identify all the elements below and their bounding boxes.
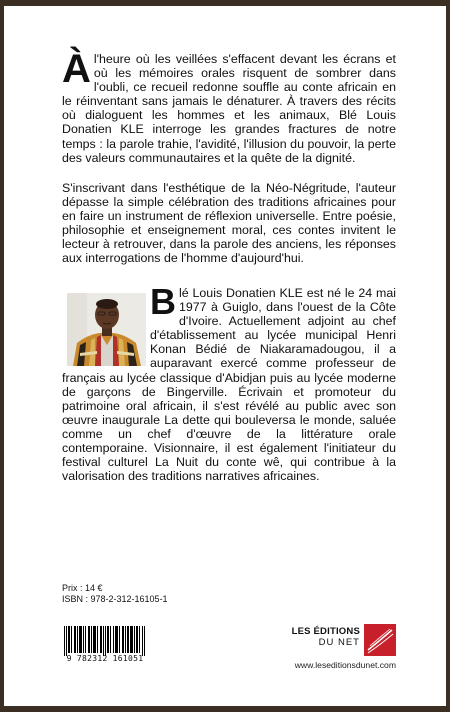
publisher-emblem-icon bbox=[364, 624, 396, 656]
isbn-barcode bbox=[62, 625, 148, 664]
author-bio-section bbox=[62, 281, 396, 484]
intro-paragraph-2: S'inscrivant dans l'esthétique de la Néo-Négritude, l'auteur dépasse la simple célébration des traditions africaines pour en faire un instrument de réflexion universelle. Entre poésie, philosophie et enseignement moral, ces contes invitent le lecteur à retrouver, dans la parole des anciens, les réponses aux interrogations de l'homme d'aujourd'hui. bbox=[62, 181, 396, 266]
publisher-name bbox=[280, 626, 360, 648]
publisher-website: www.leseditionsdunet.com bbox=[294, 660, 396, 670]
bio-dropcap: B bbox=[150, 281, 176, 322]
publisher-name-line2: DU NET bbox=[318, 637, 360, 648]
intro-paragraph-1 bbox=[62, 47, 396, 165]
author-photo bbox=[67, 293, 146, 366]
barcode-digits: 9 782312 161051 bbox=[66, 654, 144, 663]
price-label: Prix : 14 € bbox=[62, 583, 103, 593]
isbn-label: ISBN : 978-2-312-16105-1 bbox=[62, 594, 168, 604]
publisher-name-line1: LES ÉDITIONS bbox=[291, 626, 360, 637]
intro-paragraph-1-text: l'heure où les veillées s'effacent devant les écrans et où les mémoires orales risquent de sombrer dans l'oubli, ce recueil redonne souffle au conte africain en le réinventant sans jamais le dénaturer. À travers des récits où dialoguent les hommes et les animaux, Blé Louis Donatien KLE interroge les grandes fractures de notre temps : la parole trahie, l'avidité, l'illusion du pouvoir, la perte des valeurs communautaires et la quête de la dignité. bbox=[62, 52, 396, 165]
author-bio-text: lé Louis Donatien KLE est né le 24 mai 1977 à Guiglo, dans l'ouest de la Côte d'Ivoire. Actuellement adjoint au chef d'établissement au lycée municipal Henri Konan Bédié de Niakaramadougou, il a auparavant exercé comme professeur de français au lycée classique d'Abidjan puis au lycée moderne de garçons de Bingerville. Écrivain et promoteur du patrimoine oral africain, il s'est révélé au public avec son œuvre inaugurale La dette qui bouleversa le monde, saluée comme un chef d'œuvre de la littérature orale contemporaine. Visionnaire, il est également l'initiateur du festival culturel La Nuit du conte wê, qui contribue à la valorisation des traditions narratives africaines. bbox=[62, 286, 396, 484]
price-isbn-block bbox=[62, 583, 168, 605]
publisher-logo bbox=[280, 624, 396, 656]
intro-dropcap: À bbox=[62, 47, 91, 91]
